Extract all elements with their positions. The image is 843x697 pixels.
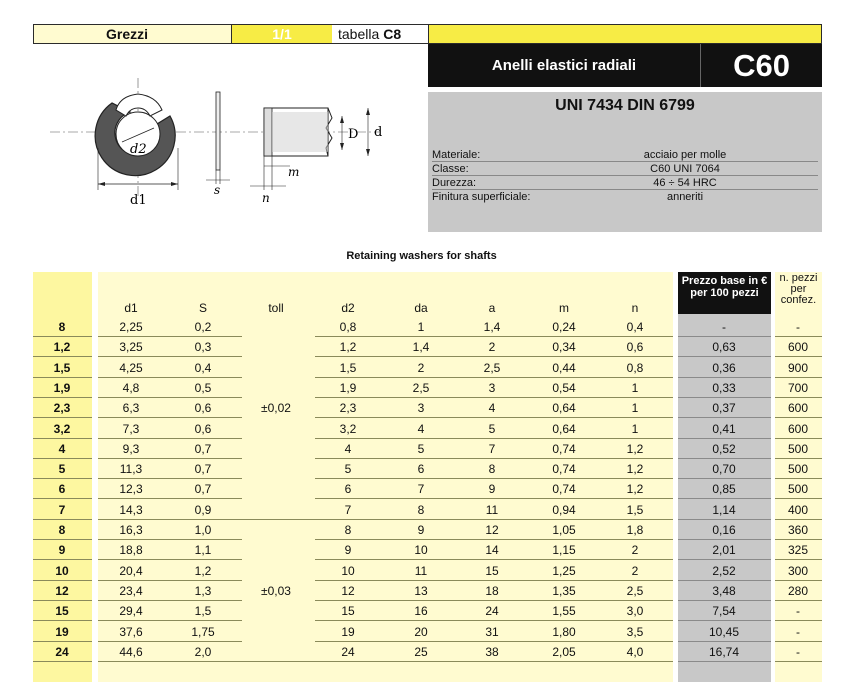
table-cell: 0,63 [712,340,736,355]
size-cell: 3,2 [53,421,71,436]
table-cell: - [796,604,800,619]
table-cell: 0,6 [194,401,212,416]
table-cell: 1,8 [626,523,644,537]
table-cell: 1,2 [626,441,644,456]
table-cell: 400 [787,502,809,517]
spec-key: Materiale: [432,149,481,161]
table-cell: 0,74 [552,462,576,477]
column-header: a [488,301,496,315]
table-cell: 19 [341,624,355,639]
table-row [33,581,822,601]
table-row [33,439,822,459]
table-row [33,642,822,662]
table-cell: 0,52 [712,441,736,456]
table-cell: 4 [344,441,352,456]
table-cell: 1,15 [552,543,576,558]
table-cell: 2 [488,340,496,355]
table-cell: 14 [485,543,499,558]
table-cell: 2,5 [483,360,501,375]
table-cell: 3 [488,380,496,395]
tabella-text: tabella [338,26,380,42]
table-cell: 0,36 [712,360,736,375]
table-cell: 0,7 [194,441,212,456]
table-cell: 1,1 [194,543,212,558]
table-cell: 8 [344,523,352,537]
table-cell: 2 [631,563,639,578]
spec-block [428,92,822,232]
n-label: n [262,191,270,205]
table-cell: 7,54 [712,604,736,619]
tabella-code: C8 [383,26,402,42]
table-cell: - [796,320,800,334]
tolerance-value: ±0,03 [261,583,291,598]
table-cell: 29,4 [119,604,143,619]
table-cell: 0,8 [626,360,644,375]
size-cell: 7 [58,502,66,517]
table-cell: 1,5 [626,502,644,517]
table-cell: 0,64 [552,401,576,416]
table-row [33,378,822,398]
table-cell: 0,34 [552,340,576,355]
table-row [33,419,822,439]
table-cell: 1,4 [412,340,430,355]
table-caption: Retaining washers for shafts [346,250,497,262]
table-cell: - [796,644,800,659]
table-cell: 0,6 [194,421,212,436]
table-cell: 9,3 [122,441,140,456]
table-cell: - [722,320,726,334]
table-cell: 10 [414,543,428,558]
table-row [33,540,822,560]
top-bar [33,24,822,44]
table-row [33,601,822,621]
column-header: m [559,301,569,315]
size-cell: 10 [55,563,69,578]
table-cell: 0,4 [194,360,212,375]
spec-key: Classe: [432,163,469,175]
size-cell: 24 [55,644,69,659]
top-bar-fill [429,25,821,43]
spec-key: Finitura superficiale: [432,191,531,203]
table-cell: 1 [631,401,639,416]
table-cell: 2,25 [119,320,143,334]
table-cell: 16,74 [708,644,740,659]
table-row [33,337,822,357]
table-cell: 0,24 [552,320,576,334]
table-cell: 1,25 [552,563,576,578]
d1-label: d1 [130,193,147,208]
size-cell: 1,5 [53,360,71,375]
table-cell: 1,9 [339,380,357,395]
table-cell: 3,0 [626,604,644,619]
column-header: n [631,301,639,315]
spec-value: C60 UNI 7064 [650,163,720,175]
table-cell: 11 [414,563,428,578]
size-cell: 15 [55,604,69,619]
price-header: Prezzo base in € per 100 pezzi [678,272,771,314]
ratio-label: 1/1 [232,25,332,43]
table-cell: 1,80 [552,624,576,639]
table-cell: 4 [417,421,425,436]
table-cell: 23,4 [119,583,143,598]
table-cell: 12 [341,583,355,598]
d-label: d [374,125,383,140]
column-header: S [198,301,207,315]
table-cell: 2 [417,360,425,375]
table-cell: 1,14 [712,502,736,517]
table-cell: 4,0 [626,644,644,659]
table-cell: 20,4 [119,563,143,578]
tolerance-separator [242,519,315,520]
size-cell: 8 [58,523,66,537]
table-cell: 11,3 [119,462,143,477]
D-label: D [348,127,359,142]
d2-label: d2 [130,142,147,157]
table-row [33,358,822,378]
size-cell: 2,3 [53,401,71,416]
table-cell: - [796,624,800,639]
table-cell: 5 [344,462,352,477]
table-cell: 10,45 [708,624,740,639]
table-cell: 1,2 [339,340,357,355]
table-cell: 7 [344,502,352,517]
table-cell: 325 [787,543,809,558]
table-cell: 0,8 [339,320,357,334]
table-cell: 0,4 [626,320,644,334]
table-cell: 44,6 [119,644,143,659]
spec-row [432,148,818,162]
table-cell: 37,6 [119,624,143,639]
table-cell: 300 [787,563,809,578]
table-cell: 6,3 [122,401,140,416]
tolerance-separator [242,661,315,662]
table-cell: 0,2 [194,320,212,334]
table-cell: 18 [485,583,499,598]
table-cell: 13 [414,583,428,598]
technical-drawing [50,78,410,218]
size-cell: 8 [58,320,66,334]
table-cell: 0,64 [552,421,576,436]
table-cell: 9 [344,543,352,558]
table-cell: 1,75 [191,624,215,639]
table-cell: 1,5 [194,604,212,619]
table-cell: 5 [417,441,425,456]
spec-rows [432,148,818,204]
table-cell: 1,0 [194,523,212,537]
table-cell: 10 [341,563,355,578]
table-cell: 0,7 [194,462,212,477]
pack-header: n. pezzi per confez. [779,272,818,306]
table-cell: 0,9 [194,502,212,517]
table-cell: 9 [488,482,496,497]
table-cell: 1,5 [339,360,357,375]
dimensions-table [33,272,822,682]
table-cell: 15 [485,563,499,578]
table-cell: 1 [631,380,639,395]
table-row [33,520,822,540]
table-cell: 0,41 [712,421,736,436]
table-cell: 16,3 [119,523,143,537]
table-cell: 0,94 [552,502,576,517]
table-cell: 16 [414,604,428,619]
table-cell: 0,37 [712,401,736,416]
table-cell: 14,3 [119,502,143,517]
grezzi-label: Grezzi [34,25,232,43]
table-row [33,398,822,418]
table-cell: 600 [787,401,809,416]
s-label: s [214,183,221,197]
table-cell: 2,52 [712,563,736,578]
table-row [33,317,822,337]
table-cell: 0,54 [552,380,576,395]
table-cell: 2,05 [552,644,576,659]
table-cell: 280 [787,583,809,598]
table-cell: 7,3 [122,421,140,436]
table-row [33,459,822,479]
spec-key: Durezza: [432,177,477,189]
table-cell: 1,4 [483,320,501,334]
table-cell: 9 [417,523,425,537]
size-cell: 9 [58,543,66,558]
title-block [428,44,822,87]
table-cell: 1,2 [626,462,644,477]
table-cell: 4,25 [119,360,143,375]
table-cell: 1,55 [552,604,576,619]
tabella-label [332,25,429,43]
table-cell: 7 [488,441,496,456]
size-cell: 6 [58,482,66,497]
size-cell: 5 [58,462,66,477]
table-cell: 1 [417,320,425,334]
table-cell: 0,3 [194,340,212,355]
table-cell: 2,0 [194,644,212,659]
size-cell: 4 [58,441,66,456]
table-cell: 5 [488,421,496,436]
table-cell: 24 [485,604,499,619]
table-cell: 4 [488,401,496,416]
table-cell: 3,48 [712,583,736,598]
table-cell: 2,01 [712,543,736,558]
spec-value: 46 ÷ 54 HRC [653,177,717,189]
table-cell: 500 [787,441,809,456]
table-cell: 6 [417,462,425,477]
table-row [33,622,822,642]
table-cell: 24 [341,644,355,659]
table-cell: 0,6 [626,340,644,355]
spec-row [432,162,818,176]
table-cell: 8 [488,462,496,477]
table-cell: 0,44 [552,360,576,375]
column-header: d2 [341,301,355,315]
table-cell: 0,7 [194,482,212,497]
table-cell: 1 [631,421,639,436]
table-cell: 1,2 [194,563,212,578]
table-cell: 0,70 [712,462,736,477]
table-cell: 600 [787,421,809,436]
column-header: d1 [124,301,138,315]
table-cell: 0,16 [712,523,736,537]
spec-row [432,190,818,204]
table-cell: 1,35 [552,583,576,598]
table-cell: 2,5 [412,380,430,395]
table-row [33,500,822,520]
table-cell: 3,5 [626,624,644,639]
spec-value: anneriti [666,191,704,203]
table-row [33,479,822,499]
table-cell: 600 [787,340,809,355]
standard-title: UNI 7434 DIN 6799 [555,97,695,114]
table-cell: 4,8 [122,380,140,395]
table-cell: 31 [485,624,499,639]
table-cell: 12,3 [119,482,143,497]
table-cell: 15 [341,604,355,619]
table-cell: 38 [485,644,499,659]
table-cell: 900 [787,360,809,375]
table-cell: 25 [414,644,428,659]
product-code: C60 [733,47,790,83]
table-cell: 2,5 [626,583,644,598]
product-name: Anelli elastici radiali [428,44,701,87]
size-cell: 1,2 [53,340,71,355]
table-cell: 0,74 [552,441,576,456]
table-cell: 1,2 [626,482,644,497]
table-cell: 360 [787,523,809,537]
table-cell: 1,05 [552,523,576,537]
table-row [33,561,822,581]
column-header: toll [268,301,284,315]
table-cell: 6 [344,482,352,497]
table-cell: 1,3 [194,583,212,598]
table-cell: 500 [787,482,809,497]
table-cell: 20 [414,624,428,639]
tolerance-value: ±0,02 [261,401,291,416]
table-cell: 500 [787,462,809,477]
table-cell: 3 [417,401,425,416]
size-cell: 19 [55,624,69,639]
table-cell: 3,25 [119,340,143,355]
table-cell: 700 [787,380,809,395]
spec-value: acciaio per molle [643,149,727,161]
table-cell: 18,8 [119,543,143,558]
spec-row [432,176,818,190]
table-cell: 7 [417,482,425,497]
size-cell: 12 [55,583,69,598]
table-cell: 0,5 [194,380,212,395]
table-cell: 0,33 [712,380,736,395]
m-label: m [288,165,300,179]
table-cell: 2,3 [339,401,357,416]
size-cell: 1,9 [53,380,71,395]
table-cell: 8 [417,502,425,517]
table-cell: 0,74 [552,482,576,497]
table-cell: 0,85 [712,482,736,497]
column-header: da [414,301,428,315]
table-cell: 2 [631,543,639,558]
table-cell: 3,2 [339,421,357,436]
table-cell: 11 [485,502,499,517]
table-cell: 12 [485,523,499,537]
